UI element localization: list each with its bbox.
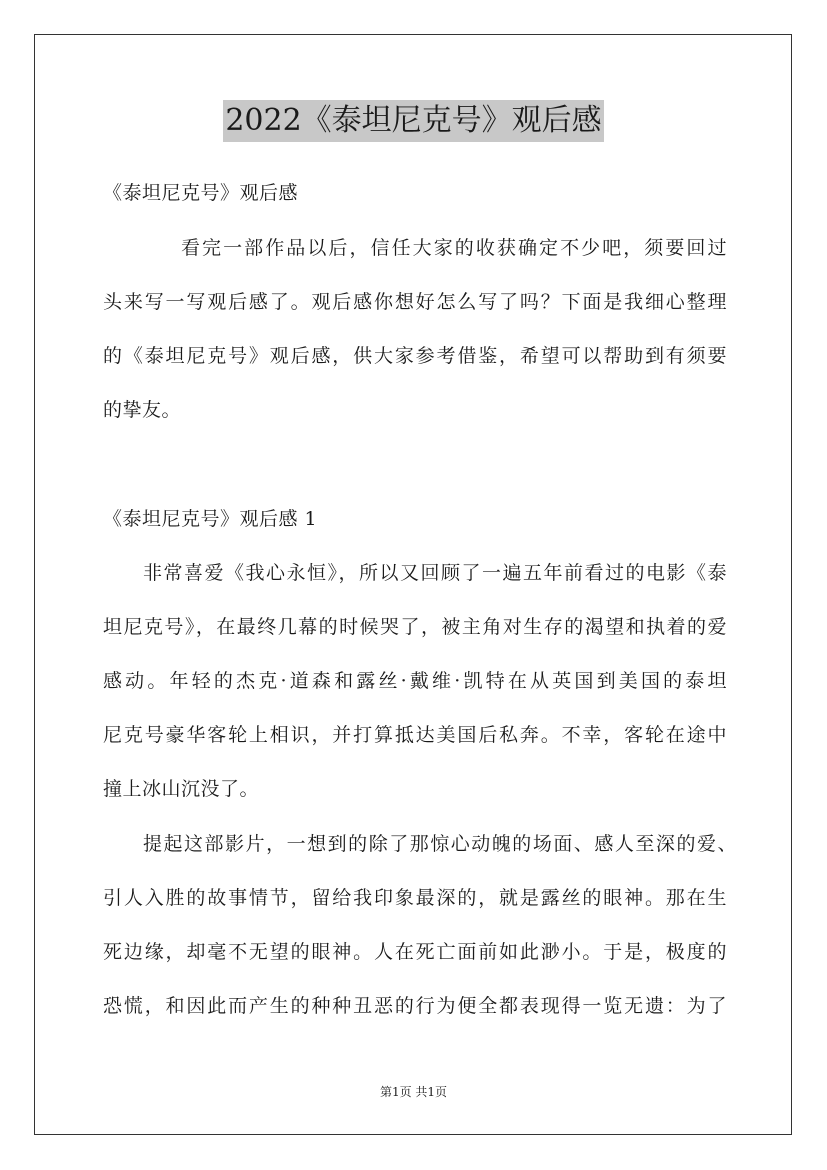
paragraph-line: 恐慌，和因此而产生的种种丑恶的行为便全都表现得一览无遗：为了 [103,995,727,1017]
section-heading: 《泰坦尼克号》观后感 [103,182,299,204]
paragraph-line: 的《泰坦尼克号》观后感，供大家参考借鉴，希望可以帮助到有须要 [103,345,727,367]
paragraph-line: 的挚友。 [103,399,182,421]
page-footer: 第1页 共1页 [379,1085,448,1099]
paragraph-line: 头来写一写观后感了。观后感你想好怎么写了吗？下面是我细心整理 [103,291,727,313]
paragraph-line: 坦尼克号》，在最终几幕的时候哭了，被主角对生存的渴望和执着的爱 [103,616,727,638]
paragraph-line: 看完一部作品以后，信任大家的收获确定不少吧，须要回过 [181,237,727,259]
section-heading: 《泰坦尼克号》观后感 1 [103,508,318,530]
title-container [0,100,827,142]
paragraph-line: 引人入胜的故事情节，留给我印象最深的，就是露丝的眼神。那在生 [103,887,727,909]
paragraph-line: 提起这部影片，一想到的除了那惊心动魄的场面、感人至深的爱、 [143,833,737,855]
paragraph-line: 撞上冰山沉没了。 [103,778,260,800]
paragraph-line: 死边缘，却毫不无望的眼神。人在死亡面前如此渺小。于是，极度的 [103,941,727,963]
paragraph-line: 尼克号豪华客轮上相识，并打算抵达美国后私奔。不幸，客轮在途中 [103,724,727,746]
paragraph-line: 感动。年轻的杰克·道森和露丝·戴维·凯特在从英国到美国的泰坦 [103,670,727,692]
document-title: 2022《泰坦尼克号》观后感 [223,100,603,142]
paragraph-line: 非常喜爱《我心永恒》，所以又回顾了一遍五年前看过的电影《泰 [143,562,727,584]
